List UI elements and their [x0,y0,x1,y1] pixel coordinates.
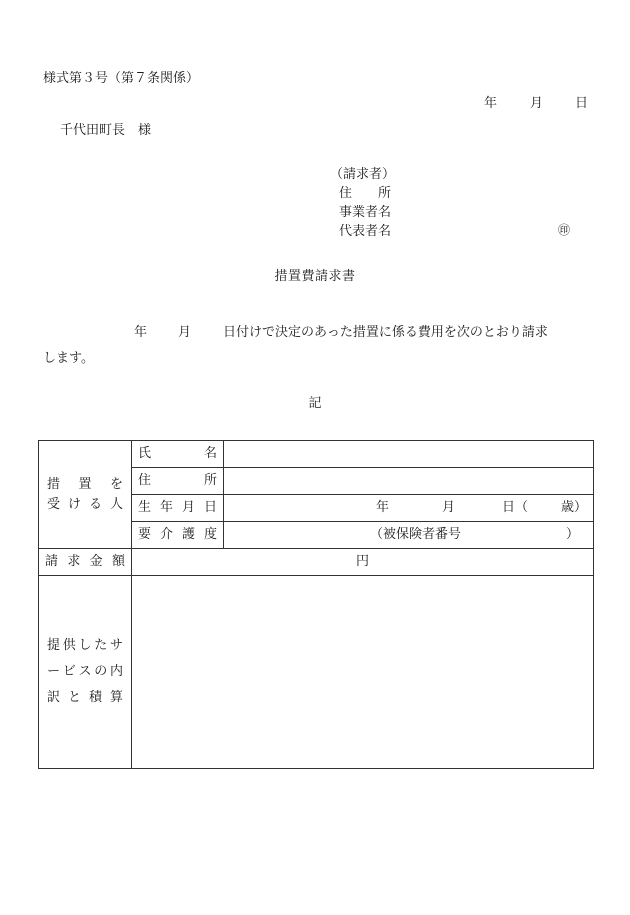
body-line2: します。 [43,351,94,366]
requester-business-name-label: 事業者名 [339,205,392,220]
ki-label: 記 [308,396,322,411]
table-row-service [39,576,594,769]
birthdate-label: 生年月日 [138,500,217,515]
birth-year: 年 [376,500,390,515]
requester-representative-label: 代表者名 [339,224,392,239]
form-number: 様式第３号（第７条関係） [43,71,200,86]
date-year: 年 [484,96,498,111]
body-rest: 日付けで決定のあった措置に係る費用を次のとおり請求 [223,325,548,340]
address-label-cell [132,468,224,495]
amount-value-cell[interactable] [132,549,594,576]
person-label-cell [39,441,132,549]
name-label-cell [132,441,224,468]
birth-month: 月 [442,500,456,515]
document-title: 措置費請求書 [274,269,356,284]
date-day: 日 [575,96,589,111]
insured-number-close: ） [565,527,579,542]
service-label-line3: 訳と積算 [47,690,123,705]
birthdate-value-cell[interactable] [224,495,594,522]
service-label-cell [39,576,132,769]
address-value-cell[interactable] [224,468,594,495]
table-row-name [39,441,594,468]
date-month: 月 [530,96,544,111]
claim-table [38,440,594,769]
birth-day-age-open: 日（ [502,500,529,515]
requester-address-label: 住 所 [339,186,392,201]
birth-age-close: 歳） [560,500,587,515]
name-label: 氏名 [138,446,217,461]
birthdate-label-cell [132,495,224,522]
amount-unit: 円 [355,554,369,569]
insured-number-open: （被保険者番号 [370,527,462,542]
service-label-line2: ービスの内 [47,664,123,679]
table-row-amount [39,549,594,576]
requester-block [330,167,580,247]
seal-mark: ㊞ [558,223,571,237]
amount-label-cell [39,549,132,576]
service-value-cell[interactable] [132,576,594,769]
name-value-cell[interactable] [224,441,594,468]
care-level-label: 要介護度 [138,527,217,542]
care-level-label-cell [132,522,224,549]
addressee: 千代田町長 様 [60,123,152,138]
body-month: 月 [178,325,192,340]
service-label-line1: 提供したサ [47,638,123,653]
amount-label: 請求金額 [45,554,125,569]
person-label-line2: 受ける人 [47,496,123,512]
address-label: 住所 [138,473,217,488]
request-body-text [43,320,588,372]
body-year: 年 [134,325,148,340]
requester-heading: （請求者） [330,167,396,182]
person-label-line1: 措 置 を [47,476,123,492]
care-level-value-cell[interactable] [224,522,594,549]
